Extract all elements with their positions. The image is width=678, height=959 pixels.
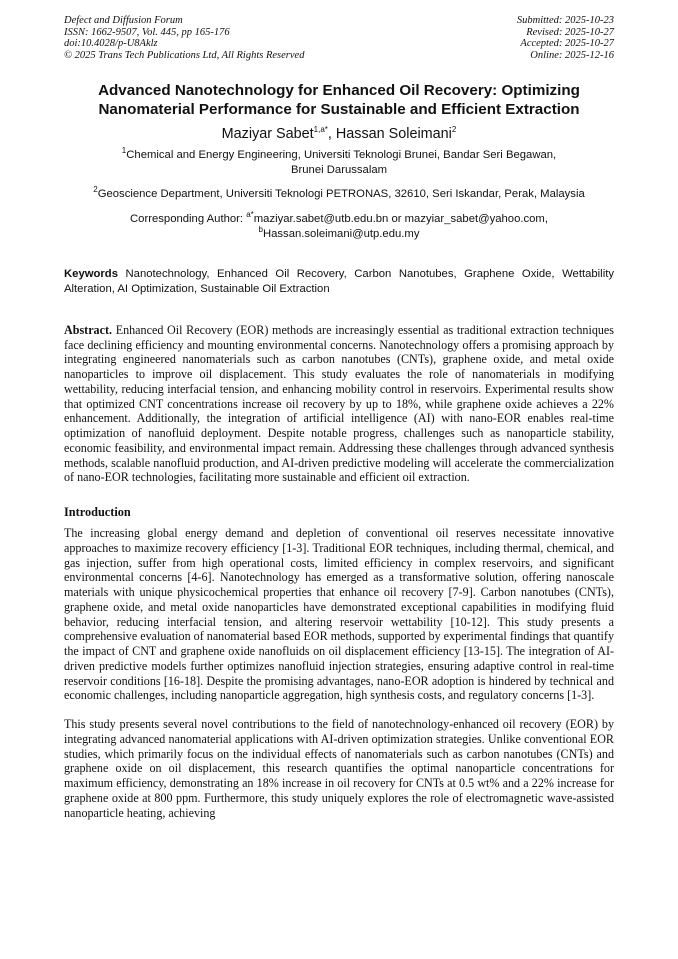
affiliation-text: Geoscience Department, Universiti Teknologi PETRONAS, 32610, Seri Iskandar, Perak, Malaysia: [97, 188, 585, 201]
corresponding-label: Corresponding Author:: [130, 212, 247, 225]
abstract-label: Abstract.: [64, 322, 113, 337]
affiliation-marker: 2: [93, 185, 98, 195]
affiliation-text: Chemical and Energy Engineering, Universiti Teknologi Brunei, Bandar Seri Begawan,: [126, 148, 557, 161]
keywords: [64, 267, 614, 298]
affiliation-text: Brunei Darussalam: [290, 163, 388, 176]
author-affiliation-marker: 2: [451, 124, 457, 134]
date-online: Online: 2025-12-16: [530, 49, 614, 61]
journal-doi: doi:10.4028/p-U8Aklz: [64, 38, 158, 50]
paper-page: [64, 15, 614, 820]
publication-dates: [517, 15, 614, 61]
journal-name: Defect and Diffusion Forum: [64, 15, 183, 26]
author-list: [64, 125, 614, 143]
author-separator: ,: [327, 125, 336, 142]
introduction-heading: Introduction: [64, 505, 131, 520]
date-submitted: Submitted: 2025-10-23: [516, 15, 614, 26]
keywords-text: Nanotechnology, Enhanced Oil Recovery, Carbon Nanotubes, Graphene Oxide, Wettability Alteration, AI Optimization, Sustainable Oil Extraction: [64, 267, 614, 296]
paper-title: [64, 82, 614, 119]
journal-info: [64, 15, 304, 61]
author-name: Hassan Soleimani: [335, 125, 452, 142]
keywords-label: Keywords: [64, 267, 118, 280]
abstract: [64, 323, 614, 485]
journal-copyright: © 2025 Trans Tech Publications Ltd, All Rights Reserved: [64, 49, 305, 61]
affiliation-2: [64, 187, 614, 202]
journal-issn: ISSN: 1662-9507, Vol. 445, pp 165-176: [64, 26, 230, 38]
title-line: Advanced Nanotechnology for Enhanced Oil Recovery: Optimizing: [98, 82, 580, 100]
date-revised: Revised: 2025-10-27: [526, 26, 614, 38]
author-name: Maziyar Sabet: [221, 125, 314, 142]
corresponding-author: [64, 212, 614, 243]
corresponding-email: Hassan.soleimani@utp.edu.my: [262, 228, 420, 241]
corresponding-email: maziyar.sabet@utb.edu.bn or mazyiar_sabet@yahoo.com,: [253, 212, 548, 225]
journal-header: [64, 15, 614, 61]
date-accepted: Accepted: 2025-10-27: [520, 38, 614, 50]
abstract-text: Enhanced Oil Recovery (EOR) methods are increasingly essential as traditional extraction techniques face declining efficiency and mounting environmental concerns. Nanotechnology offers a promising approach by integrating engineered nanomaterials such as carbon nanotubes (CNTs), graphene oxide, and metal oxide nanoparticles to improve oil displacement. This study evaluates the role of nanomaterials in modifying wettability, reducing interfacial tension, and enhancing mobility control in reservoirs. Experimental results show that optimized CNT concentrations increase oil recovery by up to 18%, while graphene oxide achieves a 22% enhancement. Additionally, the integration of artificial intelligence (AI) with nano-EOR enables real-time optimization of nanofluid deployment. Despite notable progress, challenges such as nanoparticle stability, economic feasibility, and environmental impact remain. Addressing these challenges through advanced synthesis methods, scalable nanofluid production, and AI-driven predictive modeling will accelerate the commercialization of nano-EOR technologies, facilitating more sustainable and efficient oil extraction.: [64, 322, 614, 485]
affiliation-1: [64, 145, 614, 179]
email-marker: a*: [246, 210, 254, 220]
email-marker: b: [258, 225, 263, 235]
author-affiliation-marker: 1,a*: [313, 124, 328, 134]
introduction-paragraph: This study presents several novel contributions to the field of nanotechnology-enhanced oil recovery (EOR) by integrating advanced nanomaterial applications with AI-driven optimization strategies. Unlike conventional EOR studies, which primarily focus on the individual effects of nanomaterials such as carbon nanotubes (CNTs) and graphene oxide on oil displacement, this research quantifies the optimal nanoparticle concentrations for maximum efficiency, demonstrating an 18% increase in oil recovery for CNTs at 0.5 wt% and a 22% increase for graphene oxide at 800 ppm. Furthermore, this study uniquely explores the role of electromagnetic wave-assisted nanoparticle heating, achieving: [64, 717, 614, 820]
affiliation-marker: 1: [121, 145, 127, 155]
title-line: Nanomaterial Performance for Sustainable and Efficient Extraction: [98, 100, 580, 118]
introduction-paragraph: The increasing global energy demand and depletion of conventional oil reserves necessitate innovative approaches to maximize recovery efficiency [1-3]. Traditional EOR techniques, including thermal, chemical, and gas injection, suffer from high operational costs, limited efficiency in complex reservoirs, and significant environmental concerns [4-6]. Nanotechnology has emerged as a transformative solution, offering nanoscale materials with unique physicochemical properties that enhance oil recovery [7-9]. Carbon nanotubes (CNTs), graphene oxide, and metal oxide nanoparticles have demonstrated exceptional capabilities in modifying fluid behavior, reducing interfacial tension, and altering reservoir wettability [10-12]. This study presents a comprehensive evaluation of nanomaterial based EOR methods, supported by experimental findings that quantify the impact of CNT and graphene oxide nanofluids on oil displacement efficiency [13-15]. The integration of AI-driven predictive models further optimizes nanofluid injection strategies, ensuring adaptive control in real-time reservoir conditions [16-18]. Despite the promising advantages, nano-EOR adoption is hindered by technical and economic challenges, including nanoparticle aggregation, high synthesis costs, and regulatory concerns [1-3].: [64, 526, 614, 703]
